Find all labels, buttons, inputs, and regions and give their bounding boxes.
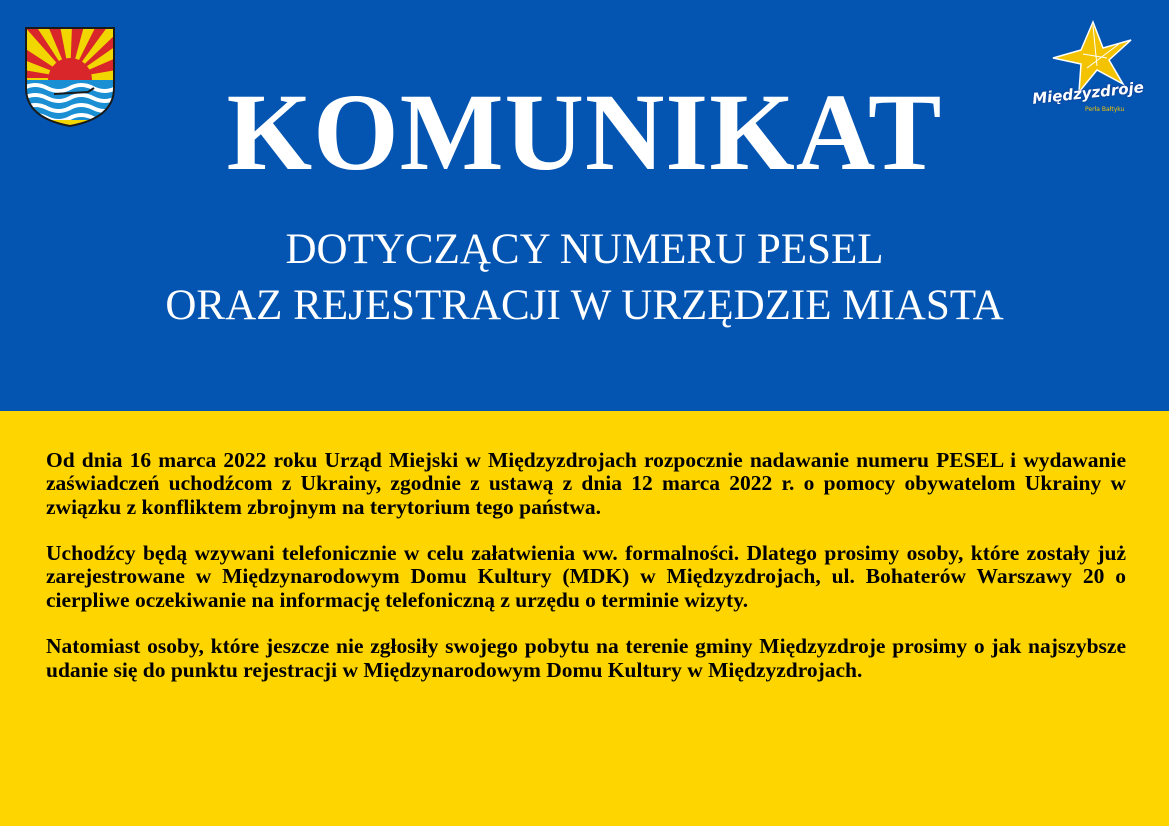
subtitle-line-1: DOTYCZĄCY NUMERU PESEL [285,226,884,273]
logo-tagline: Perła Bałtyku [1085,106,1125,113]
announcement-body [46,449,1126,705]
logo-name: Międzyzdroje [1031,78,1145,108]
subtitle-line-2: ORAZ REJESTRACJI W URZĘDZIE MIASTA [165,282,1004,329]
paragraph-2: Uchodźcy będą wzywani telefonicznie w celu załatwienia ww. formalności. Dlatego prosimy osoby, które zostały już zarejestrowane w Międzynarodowym Domu Kultury (MDK) w Międzyzdrojach, ul. Bohaterów Warszawy 20 o cierpliwe oczekiwanie na informację telefoniczną z urzędu o terminie wizyty. [46,541,1126,612]
page-subtitle [0,222,1169,334]
page-title: KOMUNIKAT [226,71,943,193]
paragraph-1: Od dnia 16 marca 2022 roku Urząd Miejski w Międzyzdrojach rozpocznie nadawanie numeru PESEL i wydawanie zaświadczeń uchodźcom z Ukrainy, zgodnie z ustawą z dnia 12 marca 2022 r. o pomocy obywatelom Ukrainy w związku z konfliktem zbrojnym na terytorium tego państwa. [46,448,1126,519]
town-logo [1023,18,1153,128]
paragraph-3: Natomiast osoby, które jeszcze nie zgłosiły swojego pobytu na terenie gminy Międzyzdroje prosimy o jak najszybsze udanie się do punktu rejestracji w Międzynarodowym Domu Kultury w Międzyzdrojach. [46,634,1126,682]
header-panel [0,0,1169,411]
